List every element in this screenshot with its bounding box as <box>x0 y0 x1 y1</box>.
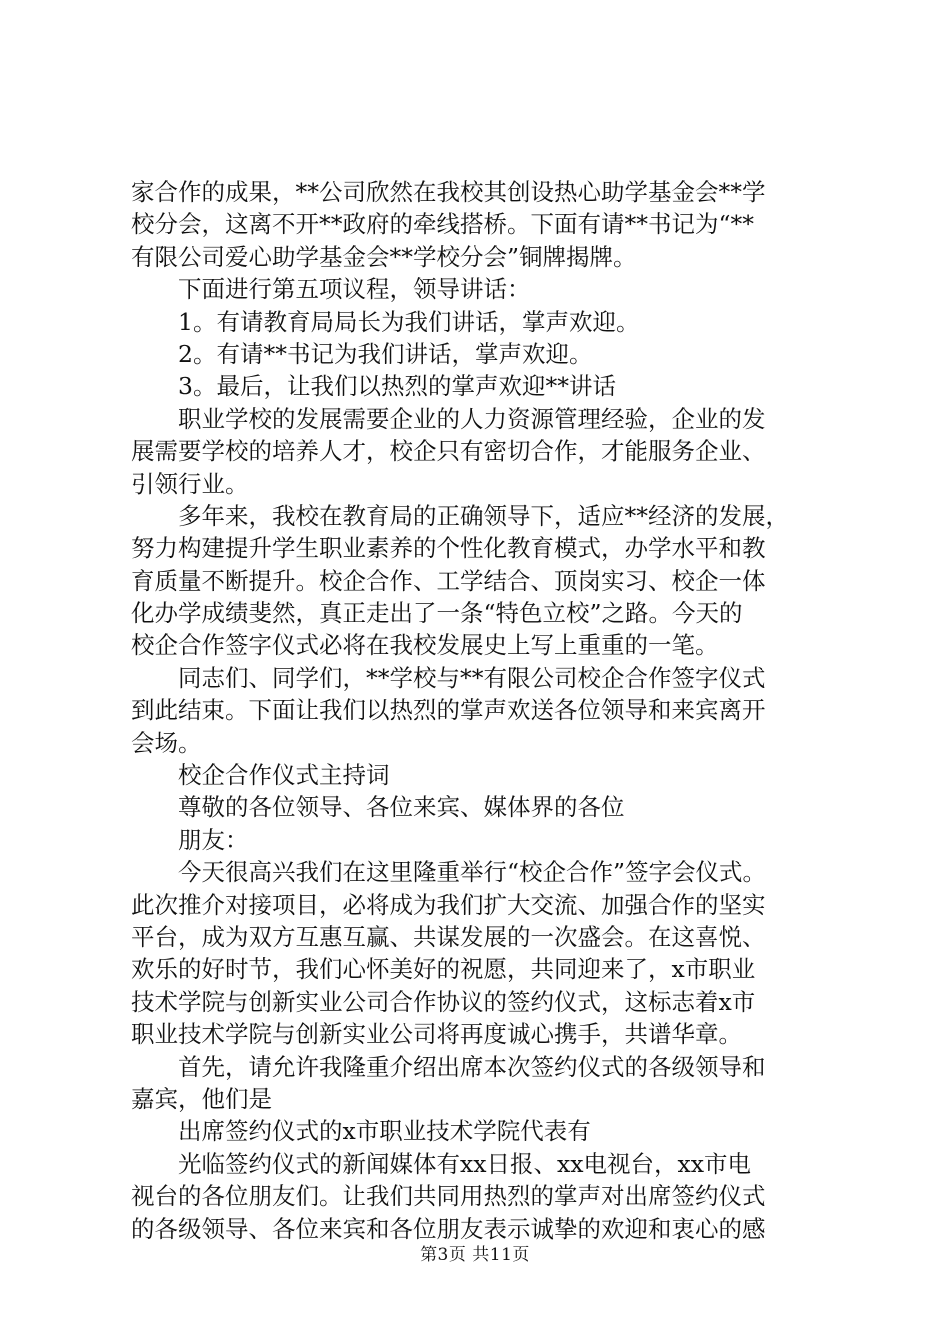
text-line: 育质量不断提升。校企合作、工学结合、顶岗实习、校企一体 <box>131 566 766 595</box>
text-line: 家合作的成果，**公司欣然在我校其创设热心助学基金会**学 <box>131 178 766 206</box>
text-line: 努力构建提升学生职业素养的个性化教育模式，办学水平和教 <box>131 534 766 563</box>
text-line: 会场。 <box>131 728 202 757</box>
text-line: 下面进行第五项议程，领导讲话： <box>131 275 531 304</box>
text-line: 欢乐的好时节，我们心怀美好的祝愿，共同迎来了，x市职业 <box>131 955 756 984</box>
text-line: 视台的各位朋友们。让我们共同用热烈的掌声对出席签约仪式 <box>131 1182 766 1211</box>
text-line: 1。有请教育局局长为我们讲话，掌声欢迎。 <box>131 307 640 336</box>
text-line: 首先，请允许我隆重介绍出席本次签约仪式的各级领导和 <box>131 1052 766 1081</box>
text-line: 校企合作仪式主持词 <box>131 761 390 790</box>
text-line: 化办学成绩斐然，真正走出了一条“特色立校”之路。今天的 <box>131 599 743 628</box>
text-line: 校分会，这离不开**政府的牵线搭桥。下面有请**书记为“** <box>131 210 755 239</box>
text-line: 3。最后，让我们以热烈的掌声欢迎**讲话 <box>131 372 616 401</box>
text-line: 展需要学校的培养人才，校企只有密切合作，才能服务企业、 <box>131 437 766 466</box>
text-line: 有限公司爱心助学基金会**学校分会”铜牌揭牌。 <box>131 242 637 271</box>
text-line: 同志们、同学们，**学校与**有限公司校企合作签字仪式 <box>131 663 766 692</box>
text-line: 职业技术学院与创新实业公司将再度诚心携手，共谱华章。 <box>131 1020 742 1049</box>
text-line: 的各级领导、各位来宾和各位朋友表示诚挚的欢迎和衷心的感 <box>131 1214 766 1243</box>
text-line: 多年来，我校在教育局的正确领导下，适应**经济的发展， <box>131 501 789 530</box>
text-line: 职业学校的发展需要企业的人力资源管理经验，企业的发 <box>131 404 766 433</box>
text-line: 技术学院与创新实业公司合作协议的签约仪式，这标志着x市 <box>131 987 756 1016</box>
text-line: 光临签约仪式的新闻媒体有xx日报、xx电视台，xx市电 <box>131 1149 752 1178</box>
text-line: 引领行业。 <box>131 469 249 498</box>
page-number-footer: 第3页 共11页 <box>420 1245 530 1265</box>
text-line: 校企合作签字仪式必将在我校发展史上写上重重的一笔。 <box>131 631 719 660</box>
text-line: 朋友： <box>131 825 249 854</box>
text-line: 平台，成为双方互惠互赢、共谋发展的一次盛会。在这喜悦、 <box>131 922 766 951</box>
text-line: 到此结束。下面让我们以热烈的掌声欢送各位领导和来宾离开 <box>131 696 766 725</box>
text-line: 今天很高兴我们在这里隆重举行“校企合作”签字会仪式。 <box>131 858 767 887</box>
document-body <box>131 176 831 1245</box>
text-line: 此次推介对接项目，必将成为我们扩大交流、加强合作的坚实 <box>131 890 766 919</box>
text-line: 尊敬的各位领导、各位来宾、媒体界的各位 <box>131 793 625 822</box>
text-line: 嘉宾，他们是 <box>131 1084 272 1113</box>
text-line: 出席签约仪式的x市职业技术学院代表有 <box>131 1117 591 1146</box>
text-line: 2。有请**书记为我们讲话，掌声欢迎。 <box>131 339 593 368</box>
